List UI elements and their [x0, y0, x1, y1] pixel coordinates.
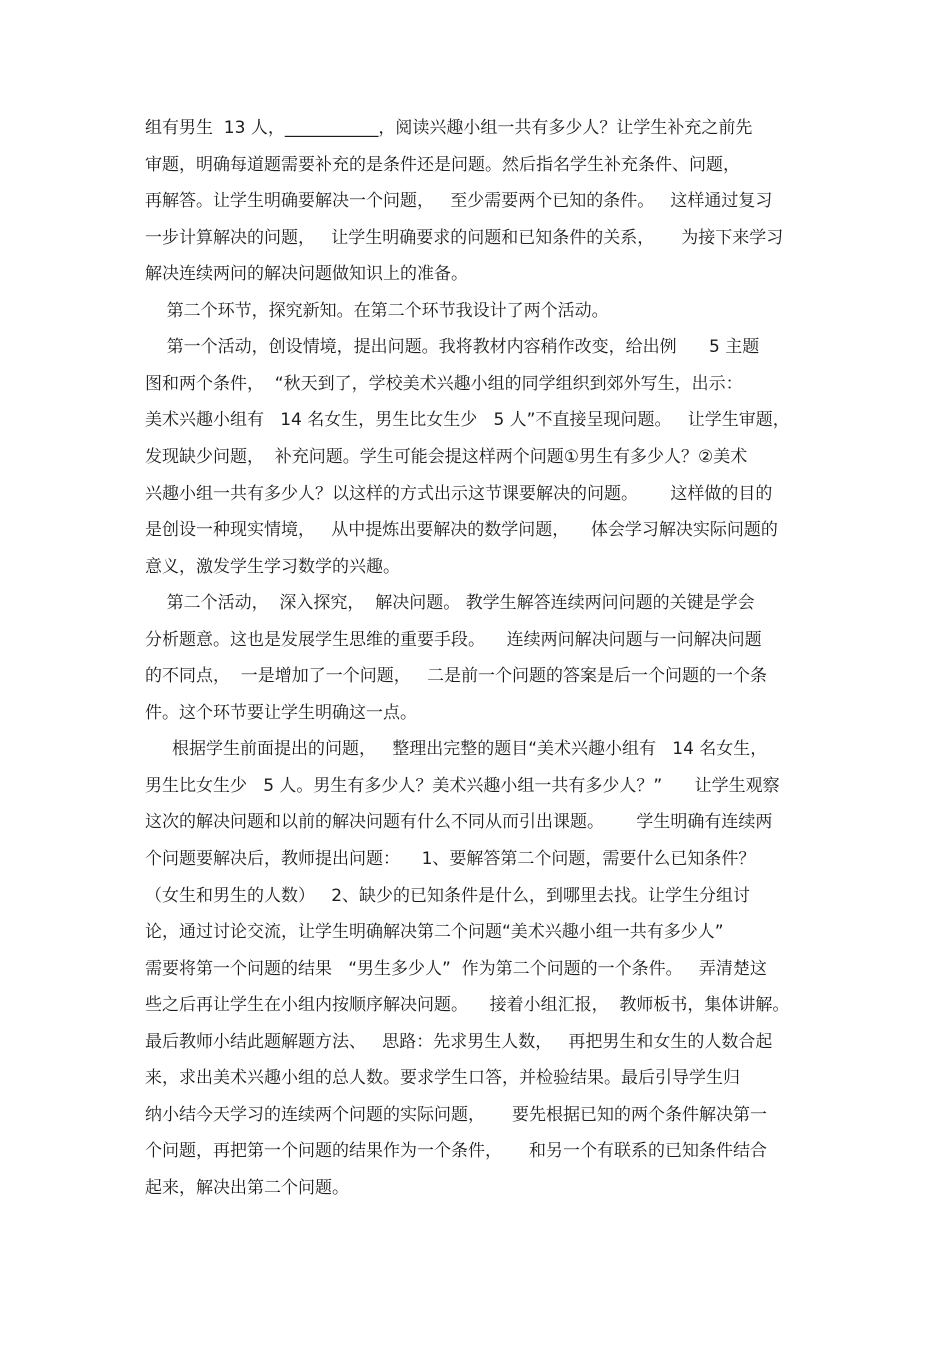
text-line: 美术兴趣小组有 14 名女生，男生比女生少 5 人”不直接呈现问题。 让学生审题， — [145, 410, 790, 430]
text-line: 男生比女生少 5 人。男生有多少人？美术兴趣小组一共有多少人？” 让学生观察 — [145, 776, 780, 796]
text-line: 起来，解决出第二个问题。 — [145, 1178, 349, 1198]
text-line: 的不同点， 一是增加了一个问题， 二是前一个问题的答案是后一个问题的一个条 — [145, 666, 768, 686]
text-line: 是创设一种现实情境， 从中提炼出要解决的数学问题， 体会学习解决实际问题的 — [145, 520, 778, 540]
text-line: 一步计算解决的问题， 让学生明确要求的问题和已知条件的关系， 为接下来学习 — [145, 228, 784, 248]
text-line: 些之后再让学生在小组内按顺序解决问题。 接着小组汇报， 教师板书，集体讲解。 — [145, 995, 790, 1015]
text-line: 纳小结今天学习的连续两个问题的实际问题， 要先根据已知的两个条件解决第一 — [145, 1105, 768, 1125]
text-line: 第一个活动，创设情境，提出问题。我将教材内容稍作改变，给出例 5 主题 — [145, 337, 760, 357]
text-line: 组有男生 13 人，___________，阅读兴趣小组一共有多少人？让学生补充之前先 — [145, 118, 753, 138]
text-line: 再解答。让学生明确要解决一个问题， 至少需要两个已知的条件。 这样通过复习 — [145, 191, 773, 211]
text-line: 意义，激发学生学习数学的兴趣。 — [145, 557, 400, 577]
text-line: 发现缺少问题， 补充问题。学生可能会提这样两个问题①男生有多少人？②美术 — [145, 447, 748, 467]
text-line: 兴趣小组一共有多少人？以这样的方式出示这节课要解决的问题。 这样做的目的 — [145, 484, 773, 504]
text-line: 这次的解决问题和以前的解决问题有什么不同从而引出课题。 学生明确有连续两 — [145, 812, 773, 832]
text-line: 需要将第一个问题的结果 “男生多少人” 作为第二个问题的一个条件。 弄清楚这 — [145, 959, 767, 979]
text-line: 个问题，再把第一个问题的结果作为一个条件， 和另一个有联系的已知条件结合 — [145, 1141, 768, 1161]
text-line: 件。这个环节要让学生明确这一点。 — [145, 703, 417, 723]
text-line: 根据学生前面提出的问题， 整理出完整的题目“美术兴趣小组有 14 名女生， — [145, 739, 768, 759]
text-line: 图和两个条件， “秋天到了，学校美术兴趣小组的同学组织到郊外写生，出示： — [145, 374, 743, 394]
text-line: 第二个活动， 深入探究， 解决问题。 教学生解答连续两问问题的关键是学会 — [145, 593, 755, 613]
text-line: 第二个环节，探究新知。在第二个环节我设计了两个活动。 — [145, 301, 609, 321]
text-line: 解决连续两问的解决问题做知识上的准备。 — [145, 264, 468, 284]
text-line: 最后教师小结此题解题方法、 思路：先求男生人数， 再把男生和女生的人数合起 — [145, 1032, 773, 1052]
text-line: （女生和男生的人数） 2、缺少的已知条件是什么，到哪里去找。让学生分组讨 — [145, 886, 751, 906]
text-line: 个问题要解决后，教师提出问题： 1、要解答第二个问题，需要什么已知条件？ — [145, 849, 756, 869]
text-line: 分析题意。这也是发展学生思维的重要手段。 连续两问解决问题与一问解决问题 — [145, 630, 762, 650]
text-line: 审题，明确每道题需要补充的是条件还是问题。然后指名学生补充条件、问题， — [145, 155, 740, 175]
text-line: 论，通过讨论交流，让学生明确解决第二个问题“美术兴趣小组一共有多少人” — [145, 922, 724, 942]
text-line: 来，求出美术兴趣小组的总人数。要求学生口答，并检验结果。最后引导学生归 — [145, 1068, 740, 1088]
